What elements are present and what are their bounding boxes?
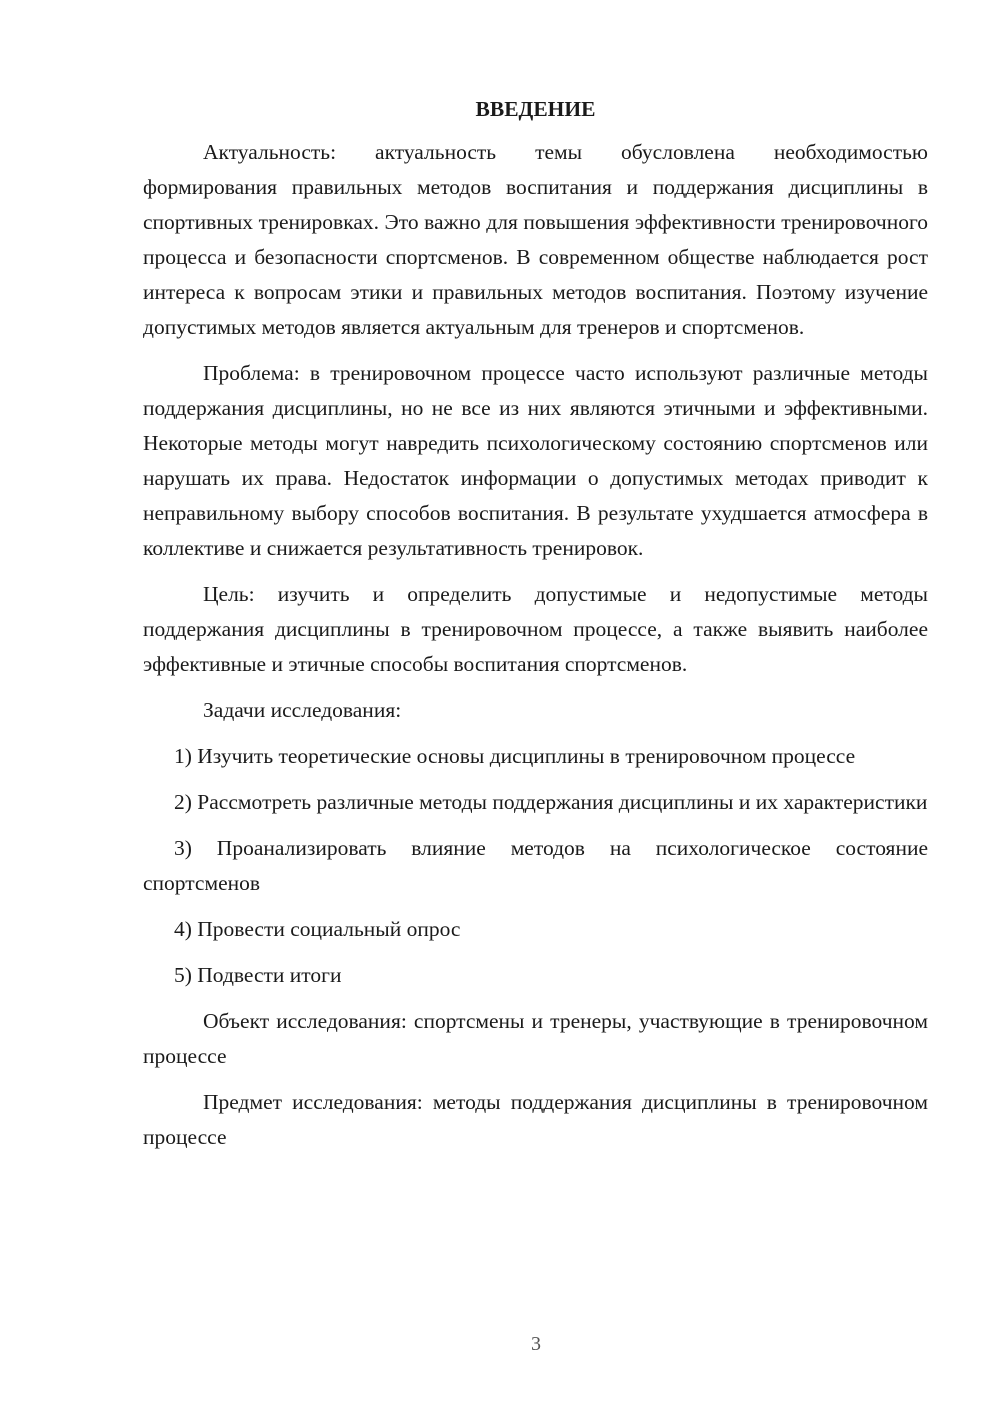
paragraph-problem: Проблема: в тренировочном процессе часто используют различные методы поддержания дисциплины, но не все из них являются этичными и эффективными. Некоторые методы могут навредить психологическому состоянию спортсменов или нарушать их права. Недостаток информации о допустимых методах приводит к неправильному выбору способов воспитания. В результате ухудшается атмосфера в коллективе и снижается результативность тренировок. xyxy=(143,361,928,560)
task-item: 5) Подвести итоги xyxy=(174,963,342,987)
paragraph-relevance: Актуальность: актуальность темы обусловлена необходимостью формирования правильных методов воспитания и поддержания дисциплины в спортивных тренировках. Это важно для повышения эффективности тренировочного процесса и безопасности спортсменов. В современном обществе наблюдается рост интереса к вопросам этики и правильных методов воспитания. Поэтому изучение допустимых методов является актуальным для тренеров и спортсменов. xyxy=(143,140,928,339)
paragraph-subject: Предмет исследования: методы поддержания дисциплины в тренировочном процессе xyxy=(143,1090,928,1149)
page-number: 3 xyxy=(531,1333,541,1355)
task-item: 1) Изучить теоретические основы дисциплины в тренировочном процессе xyxy=(174,744,856,768)
task-item: 4) Провести социальный опрос xyxy=(174,917,461,941)
task-list xyxy=(143,739,928,993)
task-item: 3) Проанализировать влияние методов на психологическое состояние спортсменов xyxy=(143,836,928,895)
tasks-heading: Задачи исследования: xyxy=(203,698,402,722)
paragraph-goal: Цель: изучить и определить допустимые и недопустимые методы поддержания дисциплины в тренировочном процессе, а также выявить наиболее эффективные и этичные способы воспитания спортсменов. xyxy=(143,582,928,676)
section-title: ВВЕДЕНИЕ xyxy=(475,97,596,121)
paragraph-object: Объект исследования: спортсмены и тренеры, участвующие в тренировочном процессе xyxy=(143,1009,928,1068)
task-item: 2) Рассмотреть различные методы поддержания дисциплины и их характеристики xyxy=(174,790,928,814)
document-page xyxy=(143,92,928,1166)
